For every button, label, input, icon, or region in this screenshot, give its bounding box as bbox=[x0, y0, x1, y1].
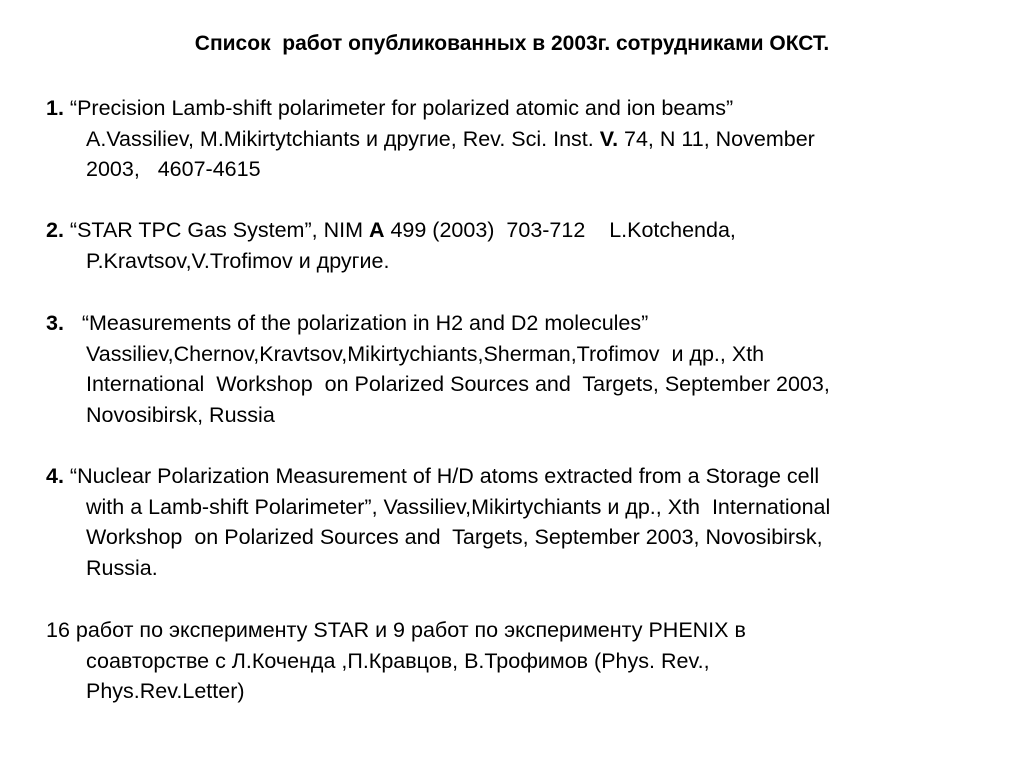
entry-text: A.Vassiliev, M.Mikirtytchiants и другие, Rev. Sci. Inst. bbox=[86, 126, 600, 151]
entry-line: 2003, 4607-4615 bbox=[86, 157, 261, 181]
entry-title: “Measurements of the polarization in H2 and D2 molecules” bbox=[63, 311, 649, 335]
publication-entry-2 bbox=[46, 215, 986, 276]
entry-line: Novosibirsk, Russia bbox=[86, 402, 275, 427]
entry-volume-label: A bbox=[368, 218, 385, 242]
entry-number: 2. bbox=[46, 218, 64, 242]
publication-summary bbox=[46, 615, 986, 707]
entry-title: “Precision Lamb-shift polarimeter for polarized atomic and ion beams” bbox=[63, 96, 734, 120]
entry-line: International Workshop on Polarized Sources and Targets, September 2003, bbox=[86, 372, 830, 396]
entry-line bbox=[46, 93, 986, 124]
entry-number: 1. bbox=[46, 96, 64, 120]
entry-line: Vassiliev,Chernov,Kravtsov,Mikirtychiants,Sherman,Trofimov и др., Xth bbox=[86, 341, 765, 366]
entry-line: Phys.Rev.Letter) bbox=[86, 679, 245, 703]
page-title: Список работ опубликованных в 2003г. сотрудниками ОКСТ. bbox=[194, 32, 830, 55]
entry-line bbox=[46, 461, 986, 492]
entry-line: Russia. bbox=[86, 555, 158, 580]
publication-entry-3 bbox=[46, 308, 986, 430]
entry-number: 3. bbox=[46, 311, 64, 335]
entry-line: with a Lamb-shift Polarimeter”, Vassiliev,Mikirtychiants и др., Xth International bbox=[86, 494, 831, 519]
entry-line: P.Kravtsov,V.Trofimov и другие. bbox=[86, 248, 390, 273]
entry-line bbox=[46, 124, 986, 155]
entry-line: 16 работ по эксперименту STAR и 9 работ по эксперименту PHENIX в bbox=[46, 618, 746, 642]
entry-volume-label: V. bbox=[599, 126, 619, 151]
entry-text: 499 (2003) 703-712 L.Kotchenda, bbox=[384, 218, 736, 242]
entry-number: 4. bbox=[46, 464, 64, 488]
publication-entry-1 bbox=[46, 93, 986, 185]
entry-line bbox=[46, 308, 986, 339]
entry-text: “STAR TPC Gas System”, NIM bbox=[63, 218, 369, 242]
publication-entry-4 bbox=[46, 461, 986, 583]
entry-line: соавторстве с Л.Коченда ,П.Кравцов, В.Трофимов (Phys. Rev., bbox=[86, 648, 710, 673]
entry-text: 74, N 11, November bbox=[618, 126, 815, 151]
entry-line: Workshop on Polarized Sources and Targets, September 2003, Novosibirsk, bbox=[86, 525, 823, 549]
entry-title: “Nuclear Polarization Measurement of H/D atoms extracted from a Storage cell bbox=[63, 464, 820, 488]
entry-line bbox=[46, 215, 986, 246]
